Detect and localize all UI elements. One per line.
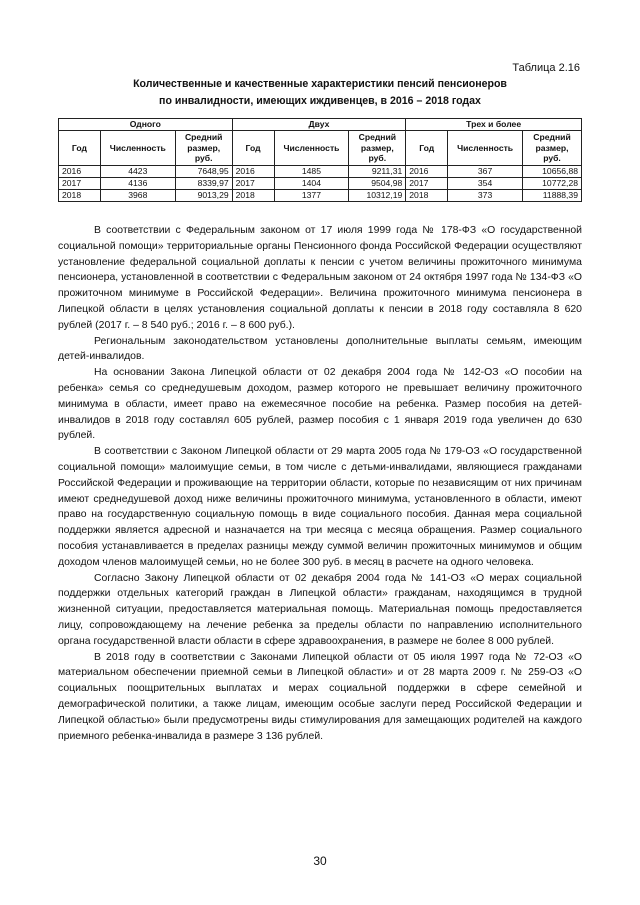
cell-count: 4136 [100, 178, 175, 190]
cell-average: 7648,95 [175, 166, 232, 178]
page-number: 30 [313, 854, 327, 868]
column-header-average: Средний размер, руб. [175, 131, 232, 166]
table-row [59, 190, 582, 202]
column-header-year: Год [232, 131, 274, 166]
cell-count: 354 [448, 178, 523, 190]
paragraph-federal-supplement: В соответствии с Федеральным законом от 17 июля 1999 года № 178-ФЗ «О государственной социальной помощи» территориальные органы Пенсионного фонда Российской Федерации осуществляют установление федеральной социальной доплаты к пенсии с учетом величины прожиточного минимума пенсионера, установленной в соответствии с Федеральным законом от 24 октября 1997 года № 134-ФЗ «О прожиточном минимуме в Российской Федерации». Величина прожиточного минимума пенсионера в Липецкой области в целях установления социальной доплаты к пенсии в 2018 году составляла 8 620 рублей (2017 г. – 8 540 руб.; 2016 г. – 8 600 руб.). [58, 225, 582, 331]
caption-line-1: Количественные и качественные характеристики пенсий пенсионеров [133, 78, 507, 90]
cell-average: 10656,88 [523, 166, 582, 178]
paragraph-material-aid: Согласно Закону Липецкой области от 02 декабря 2004 года № 141-ОЗ «О мерах социальной поддержки отдельных категорий граждан в Липецкой области» гражданам, находящимся в трудной жизненной ситуации, предоставляется материальная помощь. Материальная помощь предоставляется лицу, сопровождающему на лечение ребенка за пределы области по направлению исполнительного органа государственной власти области в сфере здравоохранения, в размере не более 8 000 рублей. [58, 572, 582, 647]
table-row [59, 166, 582, 178]
cell-count: 4423 [100, 166, 175, 178]
table-column-header-row [59, 131, 582, 166]
table-caption [58, 76, 582, 110]
table-number-label: Таблица 2.16 [512, 62, 580, 74]
paragraph-foster-incentives: В 2018 году в соответствии с Законами Липецкой области от 05 июля 1997 года № 72-ОЗ «О материальном обеспечении приемной семьи в Липецкой области» и от 28 марта 2009 г. № 259-ОЗ «О социальных поощрительных выплатах и мерах социальной поддержки в сфере семейной и демографической политики, а также лицам, имеющим особые заслуги перед Российской Федерации и Липецкой областью» были предусмотрены виды стимулирования для замещающих родителей на каждого приемного ребенка-инвалида в размере 3 136 рублей. [58, 651, 582, 742]
cell-count: 373 [448, 190, 523, 202]
cell-year: 2016 [406, 166, 448, 178]
cell-average: 10312,19 [349, 190, 406, 202]
cell-count: 1377 [274, 190, 349, 202]
pension-statistics-table [58, 118, 582, 202]
table-group-header-row [59, 119, 582, 131]
cell-year: 2016 [232, 166, 274, 178]
cell-average: 8339,97 [175, 178, 232, 190]
cell-count: 1404 [274, 178, 349, 190]
cell-year: 2018 [59, 190, 101, 202]
cell-year: 2017 [232, 178, 274, 190]
paragraph-child-benefit: На основании Закона Липецкой области от 02 декабря 2004 года № 142-ОЗ «О пособии на ребенка» семья со среднедушевым доходом, размер которого не превышает величину прожиточного минимума в области, имеет право на ежемесячное пособие на ребенка. Размер пособия на детей-инвалидов в 2018 году составлял 605 рублей, размер пособия с 1 января 2019 года увеличен до 630 рублей. [58, 367, 582, 442]
group-header-two: Двух [232, 119, 406, 131]
cell-year: 2018 [232, 190, 274, 202]
paragraph-social-assistance: В соответствии с Законом Липецкой области от 29 марта 2005 года № 179-ОЗ «О государственной социальной помощи» малоимущие семьи, в том числе с детьми-инвалидами, являющиеся гражданами Российской Федерации и проживающие на территории области, которые по независящим от них причинам имеют среднедушевой доход ниже величины прожиточного минимума, установленного в области, имеют право на государственную социальную помощь в виде социального пособия. Данная мера социальной поддержки является адресной и назначается на три месяца с месяца обращения. Размер социального пособия устанавливается в пределах разницы между суммой величин прожиточных минимумов и общим доходом членов малоимущей семьи, но не более 300 руб. в месяц в расчете на одного человека. [58, 446, 582, 568]
cell-count: 367 [448, 166, 523, 178]
group-header-three-plus: Трех и более [406, 119, 582, 131]
cell-count: 3968 [100, 190, 175, 202]
table-row [59, 178, 582, 190]
cell-average: 9504,98 [349, 178, 406, 190]
column-header-count: Численность [100, 131, 175, 166]
column-header-average: Средний размер, руб. [523, 131, 582, 166]
paragraph-regional-payments: Региональным законодательством установлены дополнительные выплаты семьям, имеющим детей-инвалидов. [58, 335, 582, 363]
column-header-average: Средний размер, руб. [349, 131, 406, 166]
column-header-year: Год [406, 131, 448, 166]
column-header-count: Численность [448, 131, 523, 166]
group-header-one: Одного [59, 119, 233, 131]
cell-count: 1485 [274, 166, 349, 178]
cell-year: 2017 [59, 178, 101, 190]
cell-average: 10772,28 [523, 178, 582, 190]
cell-year: 2016 [59, 166, 101, 178]
cell-year: 2017 [406, 178, 448, 190]
column-header-year: Год [59, 131, 101, 166]
cell-average: 9013,29 [175, 190, 232, 202]
cell-average: 11888,39 [523, 190, 582, 202]
body-text [58, 223, 582, 744]
cell-average: 9211,31 [349, 166, 406, 178]
caption-line-2: по инвалидности, имеющих иждивенцев, в 2016 – 2018 годах [159, 95, 481, 107]
cell-year: 2018 [406, 190, 448, 202]
column-header-count: Численность [274, 131, 349, 166]
